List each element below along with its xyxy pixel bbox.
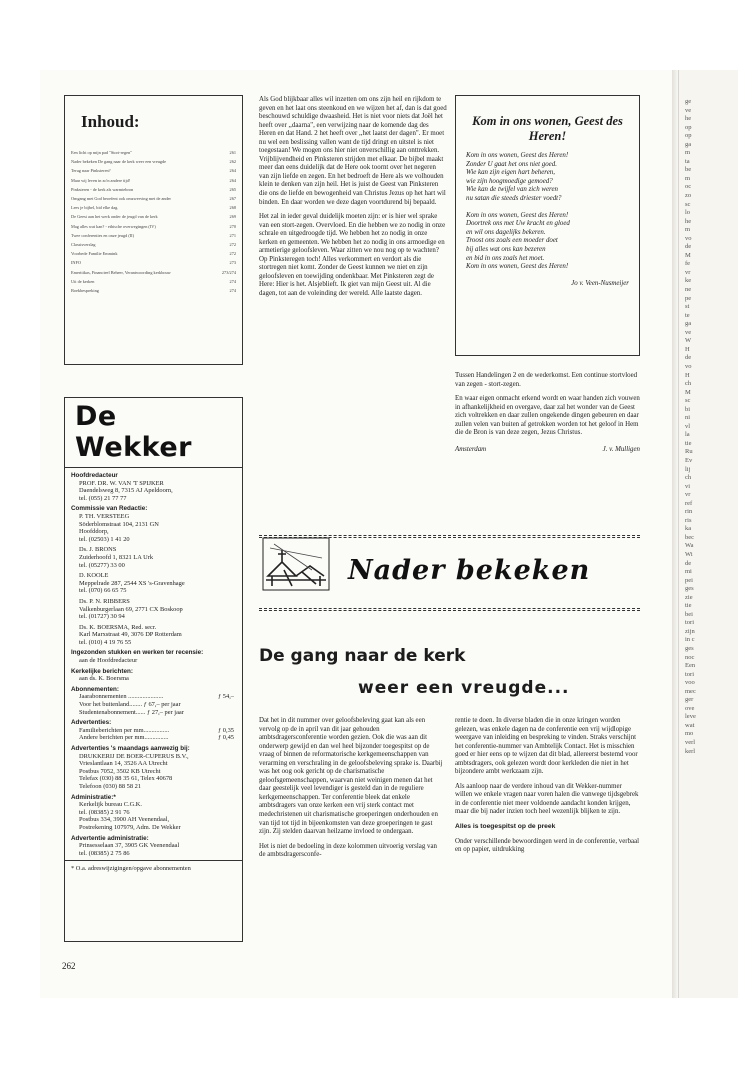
paragraph: Dat het in dit nummer over geloofsbeleving gaat kan als een vervolg op de in april van dit jaar gehouden ambtsdragersconferentie worden gezien. Ook die was aan dit onderwerp gewijd en dan wel heel bijzonder toegespitst op de vraag of binnen de reformatorische kerkgemeenschappen van verarming en verschraling in de geloofsbeleving sprake is. Daarbij was het oog ook gericht op de charismatische geloofsgemeenschappen, waarvan niet weinigen menen dat het daar geestelijk veel levendiger is gesteld dan in de reguliere kerkgemeenschappen. Ter conferentie bleek dat enkele ambtsdragers van onze kerken een vrij sterk contact met medechristenen uit charismatische groeperingen onderhouden en van tijd tot tijd in bijeenkomsten van deze groeperingen te gast zijn. Zij stelden daarvan heilzame invloed te ondergaan. (259, 717, 443, 836)
next-page-edge (678, 70, 738, 998)
next-page-fragment: pei (685, 576, 693, 584)
abonnementen-heading: Abonnementen: (71, 685, 119, 693)
toc-row (71, 196, 236, 201)
paragraph: Als God blijkbaar alles wil inzetten om ons zijn heil en rijkdom te geven en het laat ons steenkoud en we wijzen het af, dan is dat goed beschouwd schuldige dwaasheid. Het is niet voor niets dat Joël het heeft over ,,daarna", een verwijzing naar de komende dag des Heren en dat Hand. 2 het heeft over ,,het laatst der dagen". Er moet nu wel een beslissing vallen want de tijd dringt en uitstel is niet toegestaan! We mogen ons hier niet onverschillig aan onttrekken. Vrijblijvendheid en Pinksteren strijden met elkaar. De bijbel maakt meer dan eens duidelijk dat de Here ook toornt over het negeren van zijn liefde en zegen. En het bedroeft de Here als we volhouden klein te denken van zijn heil. Het is juist de Geest van Pinksteren die ons de liefde en bewogenheid van Christus Jezus op het hart wil binden. En daar worden we deze dagen voortdurend bij bepaald. (259, 96, 447, 206)
advertenties-block (71, 719, 236, 742)
masthead-section-line: Meppelrade 287, 2544 XS 's-Gravenhage (79, 579, 185, 587)
advertenties-list (71, 727, 236, 742)
masthead-section-line: Kerkelijk bureau C.G.K. (79, 801, 143, 809)
next-page-fragment: oc (685, 183, 692, 191)
masthead-box (64, 397, 243, 942)
next-page-fragment: noc (685, 653, 695, 661)
next-page-fragment: tie (685, 439, 692, 447)
next-page-fragment: mec (685, 687, 696, 695)
masthead-section (71, 505, 236, 543)
toc-row (71, 251, 236, 256)
next-page-fragment: ove (685, 704, 695, 712)
next-page-fragment: ve (685, 328, 692, 336)
masthead-section (71, 572, 236, 595)
toc-item-page: 272 (229, 251, 236, 257)
church-sketch-icon (262, 536, 330, 592)
price-value: ƒ 54,– (218, 693, 234, 701)
next-page-fragment: fe (685, 260, 691, 268)
next-page-fragment: ge (685, 98, 692, 105)
masthead-section-line: P. TH. VERSTEEG (79, 512, 130, 520)
masthead-section (71, 745, 236, 791)
masthead-rule (65, 467, 242, 468)
masthead-title: De Wekker (75, 401, 192, 463)
masthead-section-line: Postrekening 107979, Adm. De Wekker (79, 823, 181, 831)
toc-item-title: Omgang met God beoefent ook omzwerving met de ander (71, 196, 171, 202)
poem-author: Jo v. Veen-Nusmeijer (571, 279, 629, 287)
masthead-section-line: tel. (070) 66 65 75 (79, 587, 127, 595)
banner-dash-bottom-2 (259, 610, 640, 611)
next-page-fragment: mo (685, 730, 694, 738)
toc-row (71, 242, 236, 247)
toc-item-page: 265 (229, 186, 236, 192)
next-page-fragment: de (685, 243, 692, 251)
next-page-fragment: pe (685, 294, 692, 302)
masthead-section-heading: Advertenties 's maandags aanwezig bij: (71, 745, 190, 752)
next-page-fragment: ga (685, 140, 692, 148)
signature-name: J. v. Mulligen (602, 445, 640, 453)
toc-row (71, 288, 236, 293)
toc-row (71, 214, 236, 219)
next-page-fragment: op (685, 132, 692, 140)
next-page-fragment: Ev (685, 456, 693, 464)
next-page-fragment: Een (685, 662, 696, 670)
masthead-section-line: tel. (010) 4 19 76 55 (79, 638, 132, 646)
toc-item-title: Emeritikas, Financieel Beheer, Verantwoording kerkbouw (71, 269, 171, 275)
toc-row (71, 159, 236, 164)
toc-row (71, 233, 236, 238)
poem-line: Zonder U gaat het ons niet goed. (466, 160, 557, 168)
poem-line: bij alles wat ons kan bezeren (466, 245, 546, 253)
price-label: Voor het buitenland........ ƒ 67,– per jaar (79, 701, 181, 709)
next-page-fragment: H (685, 371, 690, 379)
masthead-section (71, 472, 236, 502)
toc-item-page: 273/274 (221, 269, 236, 275)
toc-item-page: 271 (229, 232, 236, 238)
masthead-section-line: D. KOOLE (79, 572, 109, 580)
masthead-section-line: Söderblomstraat 104, 2131 GN (79, 520, 159, 528)
toc-item-title: Nader bekeken De gang naar de kerk weer een vreugde (71, 159, 167, 165)
next-page-fragment: tori (685, 670, 695, 678)
next-page-fragment: ne (685, 286, 692, 294)
price-value: ƒ 0,45 (218, 734, 234, 742)
masthead-section-line: Postbus 7052, 3502 KB Utrecht (79, 767, 161, 775)
next-page-fragment: zo (685, 192, 692, 200)
poem-stanza (466, 212, 629, 272)
toc-item-page: 264 (229, 168, 236, 174)
masthead-sections-2 (71, 745, 236, 857)
next-page-fragment: be (685, 166, 692, 174)
next-page-fragment: M (685, 388, 691, 396)
next-page-fragment: lij (685, 465, 691, 473)
masthead-section-line: tel. (01727) 30 94 (79, 613, 125, 621)
masthead-section-heading: Advertentie administratie: (71, 834, 149, 842)
next-page-fragment: kerl (685, 747, 696, 755)
price-label: Jaarabonnementen ...................... (79, 693, 164, 701)
toc-item-page: 272 (229, 242, 236, 248)
poem-box (455, 95, 640, 356)
next-page-fragment: bec (685, 533, 695, 541)
poem-line: wie zijn hoogmoedige gemoed? (466, 177, 553, 185)
next-page-fragment: H (685, 345, 690, 353)
next-page-fragment: tie (685, 602, 692, 610)
column-2-paragraphs (455, 372, 640, 438)
toc-item-title: Voorbede Familie Emmink (71, 251, 118, 257)
masthead-section-line: tel. (08385) 2 75 86 (79, 849, 130, 857)
footnote-rule (65, 860, 242, 861)
next-page-fragment: W (685, 337, 692, 345)
next-page-fragment: vl (685, 422, 691, 430)
signature-place: Amsterdam (455, 445, 487, 453)
masthead-section-line: DRUKKERIJ DE BOER-CUPERUS B.V., (79, 752, 189, 760)
next-page-fragment: ger (685, 696, 694, 704)
masthead-section-line: tel. (08385) 2 91 76 (79, 808, 130, 816)
next-page-fragment: vr (685, 491, 691, 499)
next-page-fragment: sc (685, 200, 691, 208)
masthead-footnote: * O.a. adreswijzigingen/opgave abonnementen (71, 865, 191, 873)
masthead-section-line: tel. (055) 21 77 77 (79, 494, 127, 502)
next-page-fragment: he (685, 217, 692, 225)
masthead-section-heading: Ingezonden stukken en werken ter recensie: (71, 649, 204, 657)
masthead-section-line: Daendelsweg 8, 7315 AJ Apeldoorn, (79, 487, 173, 495)
masthead-section-line: Zuiderhoofd 1, 8321 LA Urk (79, 553, 154, 561)
masthead-section (71, 649, 236, 664)
masthead-section-line: Postbus 334, 3900 AH Veenendaal, (79, 816, 170, 824)
poem-line: Doortrek ons met Uw kracht en gloed (466, 220, 570, 228)
toc-item-title: Boekbespreking (71, 288, 99, 294)
toc-item-page: 273 (229, 260, 236, 266)
toc-item-page: 264 (229, 177, 236, 183)
next-page-fragment: bei (685, 610, 693, 618)
next-page-fragment: lo (685, 209, 691, 217)
masthead-section-line: Telefoon (030) 88 58 21 (79, 782, 142, 790)
next-page-fragment: wat (685, 721, 695, 729)
masthead-section-line: aan de Hoofdredacteur (79, 657, 138, 665)
next-page-fragment: leve (685, 713, 696, 721)
masthead-section-heading: Hoofdredacteur (71, 472, 118, 479)
masthead-section-heading: Commissie van Redactie: (71, 505, 148, 513)
masthead-section (71, 546, 236, 569)
abonnementen-block (71, 686, 236, 716)
column-4-continuation: Onder verschillende bewoordingen werd in de conferentie, verbaal en op papier, uitdrukking (455, 837, 640, 854)
next-page-fragment: bi (685, 405, 691, 413)
toc-item-title: Terug naar Pinksteren? (71, 168, 111, 174)
next-page-fragment: voo (685, 679, 695, 687)
toc-row (71, 270, 236, 275)
toc-row (71, 279, 236, 284)
next-page-fragment: zijn (685, 627, 695, 635)
next-page-fragment: Wi (685, 550, 693, 558)
masthead-section-line: aan ds. K. Boersma (79, 675, 129, 683)
masthead-section (71, 624, 236, 647)
poem-line: Troost ons zoals een moeder doet (466, 237, 558, 245)
next-page-fragment: Ru (685, 448, 693, 456)
next-page-fragment: de (685, 559, 692, 567)
price-row (71, 701, 236, 709)
next-page-fragment: vo (685, 362, 692, 370)
next-page-fragment: M (685, 251, 691, 259)
toc-row (71, 224, 236, 229)
poem-line: en bid in ons zoals het moet. (466, 254, 545, 262)
masthead-section-heading: Administratie:* (71, 793, 116, 801)
poem-line: Wie kan de twijfel van zich weren (466, 186, 558, 194)
article-title-line-2: weer een vreugde... (358, 678, 570, 698)
price-row (71, 734, 236, 742)
next-page-fragment: rin (685, 508, 693, 516)
masthead-section-line: Ds. K. BOERSMA, Red. secr. (79, 623, 157, 631)
next-page-fragment: ch (685, 380, 692, 388)
next-page-fragment: ris (685, 516, 692, 524)
price-value: ƒ 0,35 (218, 726, 234, 734)
next-page-fragment: st (685, 303, 690, 311)
next-page-fragment: la (685, 431, 690, 439)
price-row (71, 727, 236, 735)
toc-item-page: 261 (229, 150, 236, 155)
poem-line: nu satan die steeds driester voedt? (466, 194, 562, 202)
next-page-fragment: Wa (685, 542, 694, 550)
poem-title: Kom in ons wonen, Geest des Heren! (472, 114, 623, 143)
masthead-section-line: Vrieslantlaan 14, 3526 AA Utrecht (79, 760, 168, 768)
next-page-fragment: ka (685, 525, 692, 533)
next-page-fragment: he (685, 115, 692, 123)
advertenties-heading: Advertenties: (71, 719, 112, 727)
column-4-paragraphs (455, 717, 640, 817)
masthead-section (71, 835, 236, 858)
poem-line: en wil ons dagelijks bekeren. (466, 228, 546, 236)
poem-stanza (466, 152, 629, 204)
article-subhead: Alles is toegespitst op de preek (455, 823, 556, 831)
masthead-section-heading: Kerkelijke berichten: (71, 667, 133, 675)
toc-item-title: Een licht op mijn pad "Stort-regen" (71, 150, 132, 155)
next-page-fragment: vo (685, 234, 692, 242)
masthead-section-line: Karl Marxstraat 49, 3076 DP Rotterdam (79, 631, 182, 639)
page-number: 262 (62, 961, 76, 971)
next-page-fragment: mi (685, 568, 692, 576)
toc-item-title: Lees je bijbel, bid elke dag. (71, 205, 119, 211)
next-page-fragment: ke (685, 277, 692, 285)
toc-item-title: Uit de kerken (71, 278, 95, 284)
article-column-4 (455, 717, 640, 855)
poem-stanzas (466, 152, 629, 272)
paragraph: Tussen Handelingen 2 en de wederkomst. Een continue stortvloed van zegen - stort-zegen. (455, 372, 638, 388)
next-page-fragment: de (685, 354, 692, 362)
price-row (71, 709, 236, 717)
paragraph: Als aanloop naar de verdere inhoud van dit Wekker-nummer willen we enkele vragen naar voren halen die vanwege tijdsgebrek in de conferentie niet meer voldoende aandacht konden krijgen, maar die bij nader inzien toch heel wezenlijk blijken te zijn. (455, 782, 639, 816)
masthead-section (71, 668, 236, 683)
masthead-section-line: tel. (02503) 1 41 20 (79, 535, 130, 543)
toc-row (71, 178, 236, 183)
next-page-fragment: m (685, 226, 691, 234)
toc-item-title: Maar wij leven in zo'n andere tijd! (71, 177, 131, 183)
table-of-contents (64, 95, 243, 365)
next-page-fragment: in c (685, 636, 695, 644)
banner-dash-bottom (259, 608, 640, 609)
toc-row (71, 205, 236, 210)
toc-item-page: 274 (229, 278, 236, 284)
toc-row (71, 150, 236, 155)
toc-item-page: 270 (229, 223, 236, 229)
next-page-fragment: ni (685, 414, 691, 422)
paragraph: rentie te doen. In diverse bladen die in onze kringen worden gelezen, was enkele dagen na de conferentie een vrij wijdlopige weergave van inleiding en bespreking te vinden. Straks verschijnt het conferentie-nummer van Ambtelijk Contact. Het is misschien goed er hier eens op te wijzen dat dit blad, allereerst bestemd voor ambtsdragers, ook gelezen wordt door kerkleden die niet in het bijzondere ambt werkzaam zijn. (455, 717, 638, 776)
next-page-fragment: zie (685, 593, 693, 601)
next-page-fragment: te (685, 311, 690, 319)
article-column-1 (259, 96, 447, 305)
toc-row (71, 187, 236, 192)
poem-line: Kom in ons wonen, Geest des Heren! (466, 152, 569, 159)
article-column-3 (259, 717, 445, 866)
next-page-fragment: vr (685, 268, 691, 276)
toc-item-page: 267 (229, 196, 236, 202)
next-page-fragment: m (685, 149, 691, 157)
next-page-fragment: verl (685, 739, 696, 747)
next-page-fragment: ta (685, 157, 690, 165)
toc-title: Inhoud: (81, 112, 140, 131)
toc-item-title: INFO (71, 260, 82, 266)
paragraph: Het zal in ieder geval duidelijk moeten zijn: er is hier wel sprake van een stort-zegen. Overvloed. En die hebben we zo nodig in onze schrale en uitgedroogde tijd. We hebben het zo nodig in onze kerken en gemeenten. We hebben het zo nodig in ons armoedige en armetierige geloofsleven. Waar zitten we nou nog op te wachten? Op Pinksteregen toch! Alles verkommert en verdort als die stortregen niet komt. Zonder de Geest kunnen we niet en zijn geloofsleven en toewijding ondenkbaar. Met Pinksteren zegt de Here: Hier is het. Alsjeblieft. Ik giet van mijn Geest uit. Al die dagen, tot aan de voleinding der wereld. Alle laatste dagen. (259, 213, 446, 298)
masthead-section-line: Telefax (030) 88 35 61, Telex 40678 (79, 775, 173, 783)
section-banner-title: Nader bekeken (348, 555, 591, 586)
masthead-section-line: Valkenburgerlaan 69, 2771 CX Boskoop (79, 605, 183, 613)
toc-item-page: 274 (229, 288, 236, 294)
toc-item-title: Classisverslag (71, 242, 96, 248)
toc-item-title: Pinksteren - de kerk als warmtebron (71, 186, 134, 192)
paragraph: Het is niet de bedoeling in deze kolommen uitvoerig verslag van de ambtsdragersconfe- (259, 842, 437, 859)
price-label: Familieberichten per mm................ (79, 726, 170, 734)
next-page-fragment: op (685, 123, 692, 131)
toc-row (71, 168, 236, 173)
toc-item-page: 268 (229, 205, 236, 211)
toc-row (71, 260, 236, 265)
paragraph: En waar eigen onmacht erkend wordt en waar handen zich vouwen in afhankelijkheid en overgave, daar zal het wonder van de Geest zich voltrekken en daar zullen ongekende dingen gebeuren en daar zullen velen van buiten af getrokken worden tot het geloof in Hem die de Bron is van deze zegen, Jezus Christus. (455, 395, 640, 437)
masthead-section-line: tel. (05277) 33 00 (79, 561, 125, 569)
price-label: Studentenabonnement...... ƒ 27,– per jaar (79, 708, 184, 716)
next-page-fragment: ges (685, 645, 694, 652)
toc-item-title: De Geest aan het werk onder de jeugd van de kerk (71, 214, 158, 220)
article-column-2 (455, 372, 640, 454)
toc-item-page: 262 (229, 159, 236, 165)
price-label: Andere berichten per mm............... (79, 734, 169, 742)
next-page-fragment: vi (685, 482, 691, 490)
signature-line (455, 446, 640, 455)
next-page-fragment: ch (685, 474, 692, 482)
masthead-sections (71, 472, 236, 683)
poem-line: Wie kan zijn eigen hart beheren, (466, 169, 555, 177)
poem-line: Kom in ons wonen, Geest des Heren! (466, 263, 569, 271)
toc-item-page: 269 (229, 214, 236, 220)
masthead-section-line: Ds. J. BRONS (79, 546, 117, 554)
article-title-line-1: De gang naar de kerk (259, 646, 466, 666)
toc-list (71, 150, 236, 293)
masthead-section (71, 794, 236, 832)
poem-line: Kom in ons wonen, Geest des Heren! (466, 211, 569, 219)
masthead-section-line: Prinsesselaan 37, 3905 GK Veenendaal (79, 842, 180, 850)
toc-item-title: Twee conferenties en onze jeugd (II) (71, 232, 135, 238)
next-page-fragment: sc (685, 397, 691, 405)
next-page-fragment: ges (685, 585, 694, 593)
masthead-section-line: PROF. DR. W. VAN 'T SPIJKER (79, 479, 164, 487)
abonnementen-list (71, 693, 236, 716)
next-page-fragment: m (685, 174, 691, 182)
masthead-section-line: Ds. P. N. RIBBERS (79, 597, 130, 605)
price-row (71, 693, 236, 701)
next-page-fragment: tori (685, 619, 695, 627)
next-page-fragment: ref (685, 499, 693, 507)
next-page-fragment: ve (685, 106, 692, 114)
toc-item-title: Mag alles wat kan? - ethische overwegingen (IV) (71, 223, 156, 229)
next-page-fragment: ga (685, 320, 692, 328)
masthead-section (71, 598, 236, 621)
masthead-section-line: Hoofddorp, (79, 528, 109, 536)
next-page-text (685, 98, 738, 756)
